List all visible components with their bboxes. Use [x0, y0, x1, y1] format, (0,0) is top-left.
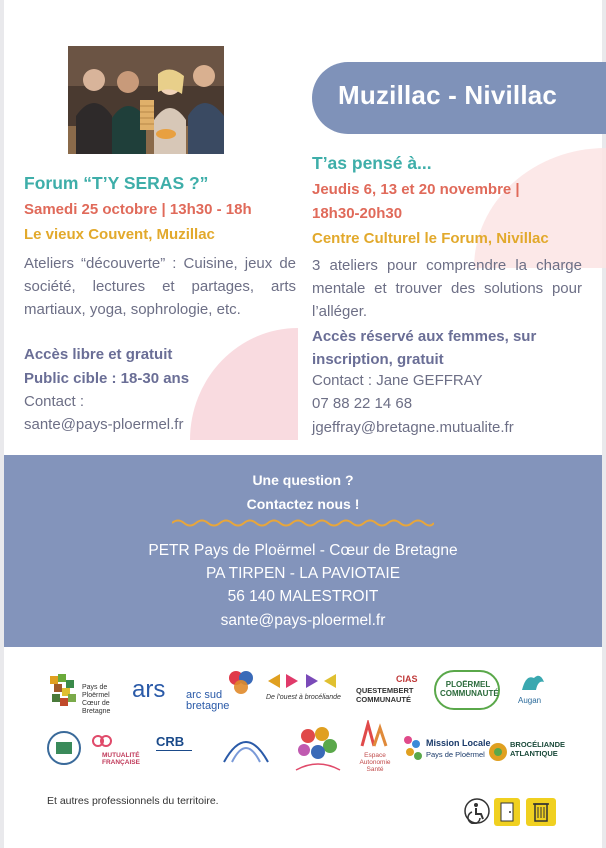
logo-mutualite-francaise [88, 732, 144, 772]
title-banner [312, 62, 606, 134]
logo-crb [154, 732, 196, 772]
logo-ouest-text: De l'ouest à brocéliande [266, 694, 341, 701]
logo-coeur-de-bretagne [290, 722, 346, 778]
address-line-3: 56 140 MALESTROIT [227, 588, 379, 605]
band-cta: Contactez nous ! [246, 496, 360, 512]
band-question: Une question ? [252, 472, 354, 488]
left-event-date: Samedi 25 octobre | 13h30 - 18h [24, 201, 252, 218]
logo-cias-questembert [356, 674, 428, 708]
logo-pays-ploermel-text: Pays de Ploërmel Cœur de Bretagne [82, 684, 111, 715]
left-event-email[interactable]: sante@pays-ploermel.fr [24, 416, 184, 433]
logo-cias-text: CIAS [396, 674, 418, 684]
logo-ploermel-text: PLOËRMEL COMMUNAUTÉ [440, 680, 499, 698]
right-event-date-line2: 18h30-20h30 [312, 205, 403, 222]
page-edge-left [0, 0, 4, 848]
logo-mission-locale [402, 734, 491, 770]
left-event-audience: Public cible : 18-30 ans [24, 370, 190, 387]
address-line-2: PA TIRPEN - LA PAVIOTAIE [205, 565, 401, 582]
logo-ars-text: ars [132, 676, 166, 703]
logo-cpie [46, 728, 82, 772]
logo-espace-text: Espace Autonomie Santé [359, 752, 391, 773]
right-event-title: T’as pensé à... [312, 153, 432, 173]
logo-ouest-broceliande [266, 672, 346, 712]
logo-ars [132, 676, 182, 710]
footer-note: Et autres professionnels du territoire. [47, 795, 219, 807]
logo-broceliande-text: BROCÉLIANDE ATLANTIQUE [510, 740, 566, 758]
wave-divider [172, 518, 434, 528]
left-event-place: Le vieux Couvent, Muzillac [24, 226, 215, 243]
logo-augan-text: Augan [518, 696, 542, 705]
door-icon [494, 798, 520, 826]
left-event-description: Ateliers “découverte” : Cuisine, jeux de société, lectures et partages, arts martiaux, yoga, sophrologie, etc. [24, 255, 296, 318]
left-event-contact-label: Contact : [24, 393, 85, 410]
left-event-access: Accès libre et gratuit [24, 346, 173, 363]
logo-mission-text: Mission Locale [426, 738, 491, 748]
logo-crb-text: CRB [156, 734, 185, 749]
logo-arc-sud-bretagne [186, 670, 260, 714]
right-event-place: Centre Culturel le Forum, Nivillac [312, 230, 549, 247]
right-event-description: 3 ateliers pour comprendre la charge mentale et trouver des solutions pour l’alléger. [312, 257, 582, 320]
right-event-phone[interactable]: 07 88 22 14 68 [312, 395, 413, 412]
logo-mission-sub: Pays de Ploërmel [426, 750, 485, 759]
logo-questembert-text: QUESTEMBERT COMMUNAUTÉ [356, 686, 414, 704]
right-event-date-line1: Jeudis 6, 13 et 20 novembre | [312, 181, 520, 198]
event-photo [68, 46, 224, 154]
logo-augan [514, 670, 554, 710]
page-title: Muzillac - Nivillac [338, 80, 558, 110]
logo-espace-autonomie-sante [352, 720, 398, 778]
logo-broceliande-atlantique [488, 736, 568, 770]
accessibility-icon [464, 798, 490, 824]
address-line-1: PETR Pays de Ploërmel - Cœur de Bretagne [148, 542, 458, 559]
logo-mutualite-text: MUTUALITÉ FRANÇAISE [102, 752, 140, 766]
contact-band [4, 455, 602, 647]
logo-crb-rule [156, 750, 192, 765]
logo-pays-ploermel [46, 670, 122, 714]
bin-icon [526, 798, 556, 826]
right-event-contact: Contact : Jane GEFFRAY [312, 372, 483, 389]
logo-sante-arcs [214, 728, 278, 772]
logo-ploermel-communaute [434, 670, 500, 710]
left-event-title: Forum “T’Y SERAS ?” [24, 173, 209, 193]
right-event-email[interactable]: jgeffray@bretagne.mutualite.fr [312, 419, 514, 436]
right-event-access: Accès réservé aux femmes, sur inscription, gratuit [312, 328, 537, 368]
logo-arc-sud-text: arc sud bretagne [186, 689, 230, 712]
band-email[interactable]: sante@pays-ploermel.fr [220, 612, 386, 629]
